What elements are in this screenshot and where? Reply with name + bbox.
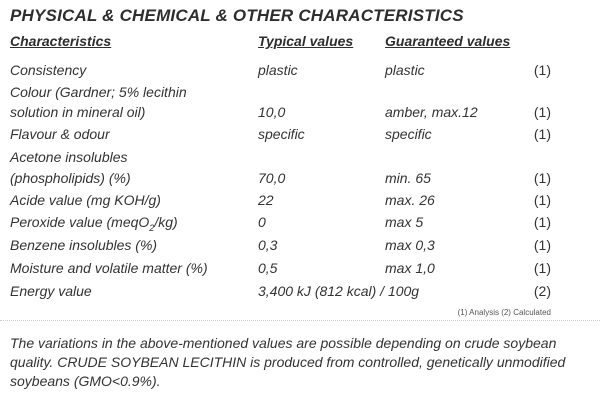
table-row xyxy=(0,170,600,190)
characteristic-name: Flavour & odour xyxy=(10,126,110,142)
characteristic-name: Acide value (mg KOH/g) xyxy=(10,192,161,208)
characteristic-name: Moisture and volatile matter (%) xyxy=(10,260,208,276)
characteristic-name: Consistency xyxy=(10,62,87,78)
guaranteed-value: amber, max.12 xyxy=(385,104,478,120)
characteristic-name: solution in mineral oil) xyxy=(10,104,146,120)
reference-note: (1) xyxy=(533,237,551,253)
typical-value: specific xyxy=(258,126,305,142)
reference-note: (1) xyxy=(533,104,551,120)
characteristic-name: Acetone insolubles xyxy=(10,149,128,165)
header-characteristics: Characteristics xyxy=(10,33,112,49)
table-row xyxy=(0,283,600,303)
table-row xyxy=(0,62,600,82)
table-row xyxy=(0,149,600,169)
guaranteed-value: min. 65 xyxy=(385,170,431,186)
guaranteed-value: specific xyxy=(385,126,432,142)
table-row xyxy=(0,104,600,124)
guaranteed-value: max. 26 xyxy=(385,192,435,208)
reference-note: (1) xyxy=(533,126,551,142)
guaranteed-value: max 5 xyxy=(385,214,424,230)
guaranteed-value: max 0,3 xyxy=(385,237,435,253)
guaranteed-value: plastic xyxy=(385,62,425,78)
typical-value: plastic xyxy=(258,62,298,78)
table-row xyxy=(0,84,600,104)
characteristic-name: Energy value xyxy=(10,283,92,299)
characteristic-name: (phospholipids) (%) xyxy=(10,170,131,186)
guaranteed-value: max 1,0 xyxy=(385,260,435,276)
reference-note: (1) xyxy=(533,192,551,208)
reference-note: (1) xyxy=(533,170,551,186)
characteristic-name: Colour (Gardner; 5% lecithin xyxy=(10,84,187,100)
table-row xyxy=(0,260,600,280)
typical-value: 3,400 kJ (812 kcal) / 100g xyxy=(258,283,420,299)
table-row xyxy=(0,214,600,234)
reference-note: (2) xyxy=(533,283,551,299)
table-row xyxy=(0,192,600,212)
reference-note: (1) xyxy=(533,260,551,276)
reference-note: (1) xyxy=(533,214,551,230)
typical-value: 10,0 xyxy=(258,104,286,120)
typical-value: 0,5 xyxy=(258,260,278,276)
characteristic-name: Peroxide value (meqO$_2$/kg) xyxy=(10,214,178,233)
typical-value: 22 xyxy=(258,192,274,208)
header-typical-values: Typical values xyxy=(258,33,354,49)
reference-legend: (1) Analysis (2) Calculated xyxy=(457,308,551,317)
typical-value: 0,3 xyxy=(258,237,278,253)
divider xyxy=(0,320,600,322)
typical-value: 70,0 xyxy=(258,170,286,186)
header-guaranteed-values: Guaranteed values xyxy=(385,33,511,49)
table-row xyxy=(0,126,600,146)
table-row xyxy=(0,237,600,257)
footer-paragraph: The variations in the above-mentioned values are possible depending on crude soybean quality. CRUDE SOYBEAN LECITHIN is produced from controlled, genetically unmodified soybeans (GMO<0.9%). xyxy=(10,335,566,389)
reference-note: (1) xyxy=(533,62,551,78)
typical-value: 0 xyxy=(258,214,266,230)
page-title: PHYSICAL & CHEMICAL & OTHER CHARACTERISTICS xyxy=(10,6,464,25)
characteristic-name: Benzene insolubles (%) xyxy=(10,237,158,253)
